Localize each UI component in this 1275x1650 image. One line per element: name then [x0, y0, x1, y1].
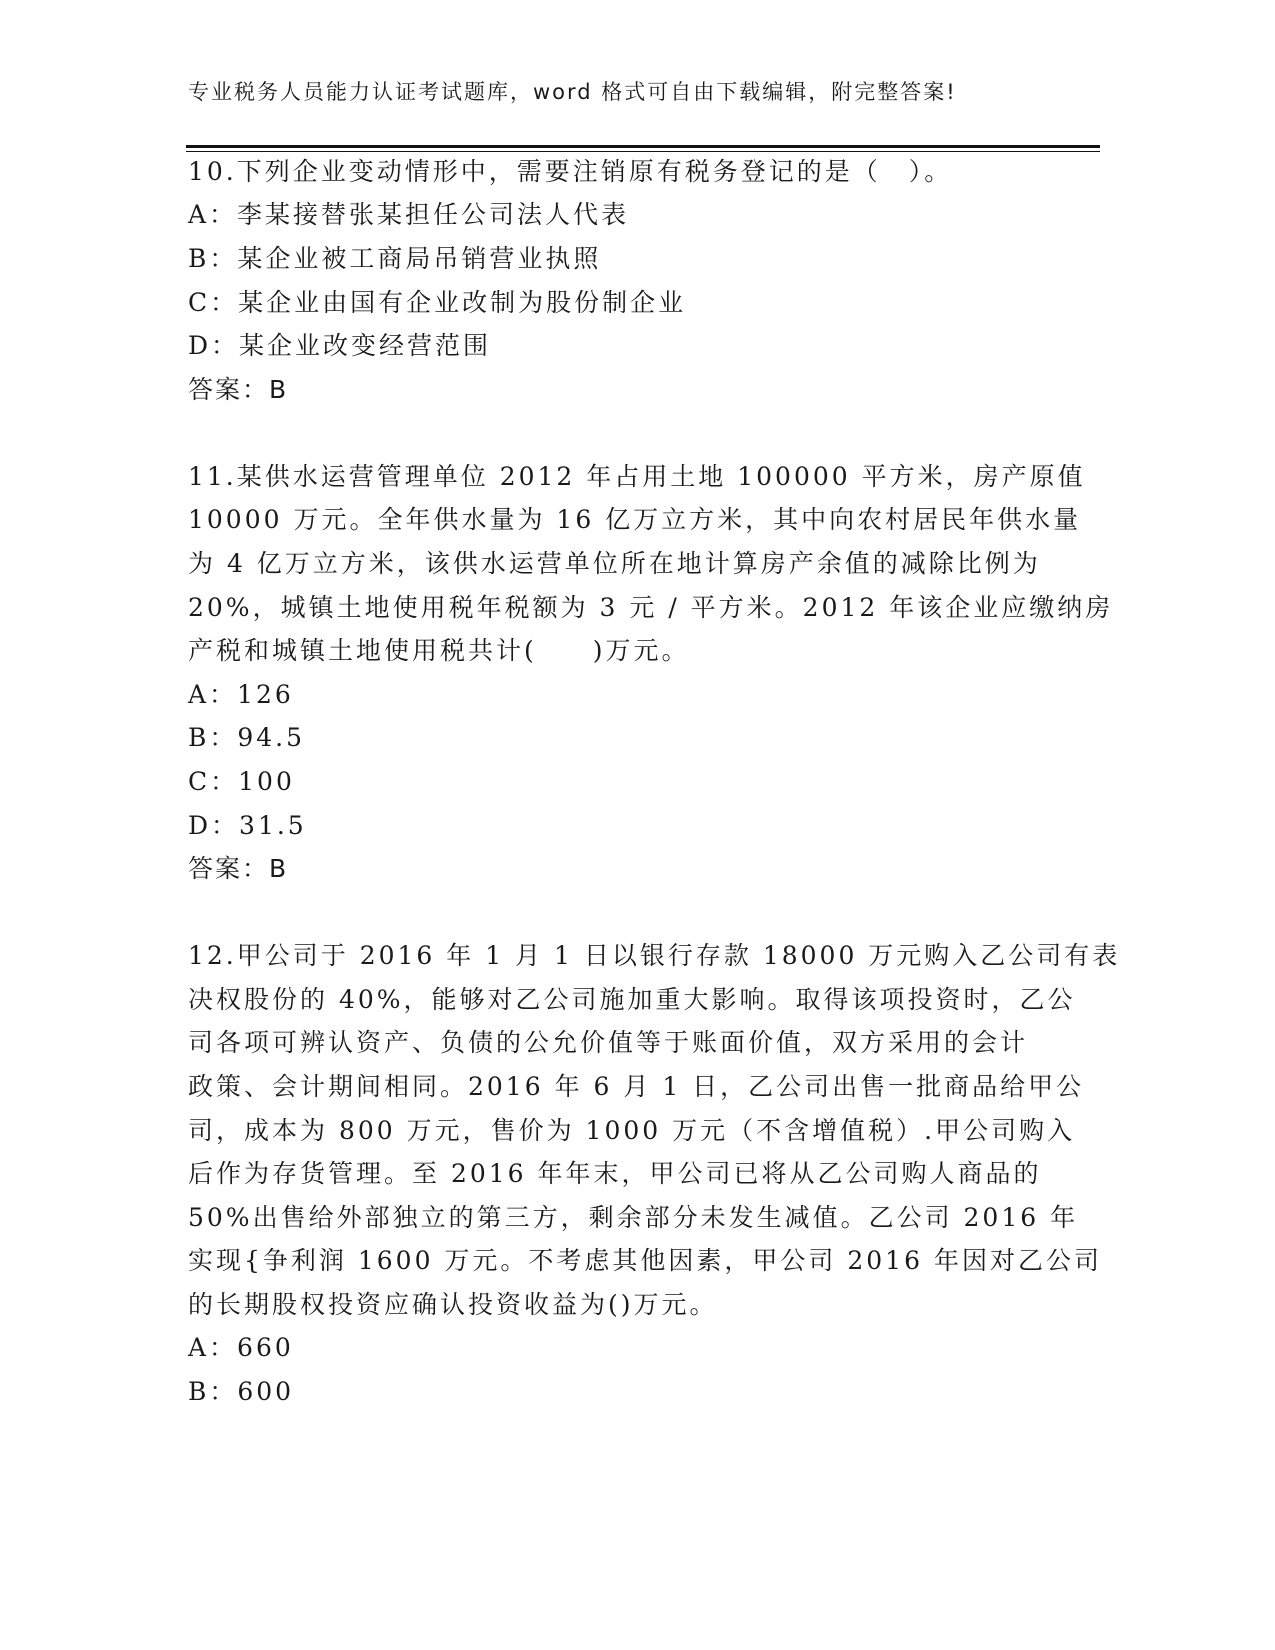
- question-11-option-d: D：31.5: [188, 811, 307, 840]
- question-12-stem-line-3: 司各项可辨认资产、负债的公允价值等于账面价值，双方采用的会计: [188, 1028, 1029, 1057]
- question-11-stem-line-1: 11.某供水运营管理单位 2012 年占用土地 100000 平方米，房产原值: [188, 462, 1086, 491]
- question-11-option-b: B：94.5: [188, 723, 306, 752]
- question-12-option-b: B：600: [188, 1377, 295, 1406]
- question-12-stem-line-4: 政策、会计期间相同。2016 年 6 月 1 日，乙公司出售一批商品给甲公: [188, 1072, 1085, 1101]
- question-12-stem-line-1: 12.甲公司于 2016 年 1 月 1 日以银行存款 18000 万元购入乙公司有表: [188, 941, 1121, 970]
- question-12-stem-line-2: 决权股份的 40%，能够对乙公司施加重大影响。取得该项投资时，乙公: [188, 985, 1076, 1014]
- header-divider-thick: [186, 145, 1100, 148]
- question-11-stem-line-3: 为 4 亿万立方米，该供水运营单位所在地计算房产余值的减除比例为: [188, 549, 1041, 578]
- question-12-stem-line-5: 司，成本为 800 万元，售价为 1000 万元（不含增值税）.甲公司购入: [188, 1116, 1076, 1145]
- question-11-option-a: A：126: [188, 680, 294, 709]
- question-11-answer: 答案：B: [188, 854, 289, 883]
- question-10-option-b: B：某企业被工商局吊销营业执照: [188, 244, 602, 273]
- question-12-option-a: A：660: [188, 1333, 294, 1362]
- question-12-stem-line-6: 后作为存货管理。至 2016 年年末，甲公司已将从乙公司购人商品的: [188, 1159, 1042, 1188]
- question-11-option-c: C：100: [188, 767, 295, 796]
- question-10-stem: 10.下列企业变动情形中，需要注销原有税务登记的是（ ）。: [188, 157, 953, 186]
- document-header: 专业税务人员能力认证考试题库，word 格式可自由下载编辑，附完整答案!: [188, 80, 957, 104]
- header-divider-thin: [186, 151, 1100, 152]
- question-10-answer: 答案：B: [188, 375, 289, 404]
- question-10-option-d: D：某企业改变经营范围: [188, 331, 492, 360]
- question-11-stem-line-5: 产税和城镇土地使用税共计( )万元。: [188, 636, 690, 665]
- question-11-stem-line-2: 10000 万元。全年供水量为 16 亿万立方米，其中向农村居民年供水量: [188, 505, 1082, 534]
- question-10-option-c: C：某企业由国有企业改制为股份制企业: [188, 288, 687, 317]
- question-11-stem-line-4: 20%，城镇土地使用税年税额为 3 元 / 平方米。2012 年该企业应缴纳房: [188, 593, 1114, 622]
- question-10-option-a: A：李某接替张某担任公司法人代表: [188, 200, 630, 229]
- question-12-stem-line-7: 50%出售给外部独立的第三方，剩余部分未发生减值。乙公司 2016 年: [188, 1203, 1079, 1232]
- question-12-stem-line-9: 的长期股权投资应确认投资收益为()万元。: [188, 1290, 718, 1319]
- question-12-stem-line-8: 实现{争利润 1600 万元。不考虑其他因素，甲公司 2016 年因对乙公司: [188, 1246, 1102, 1275]
